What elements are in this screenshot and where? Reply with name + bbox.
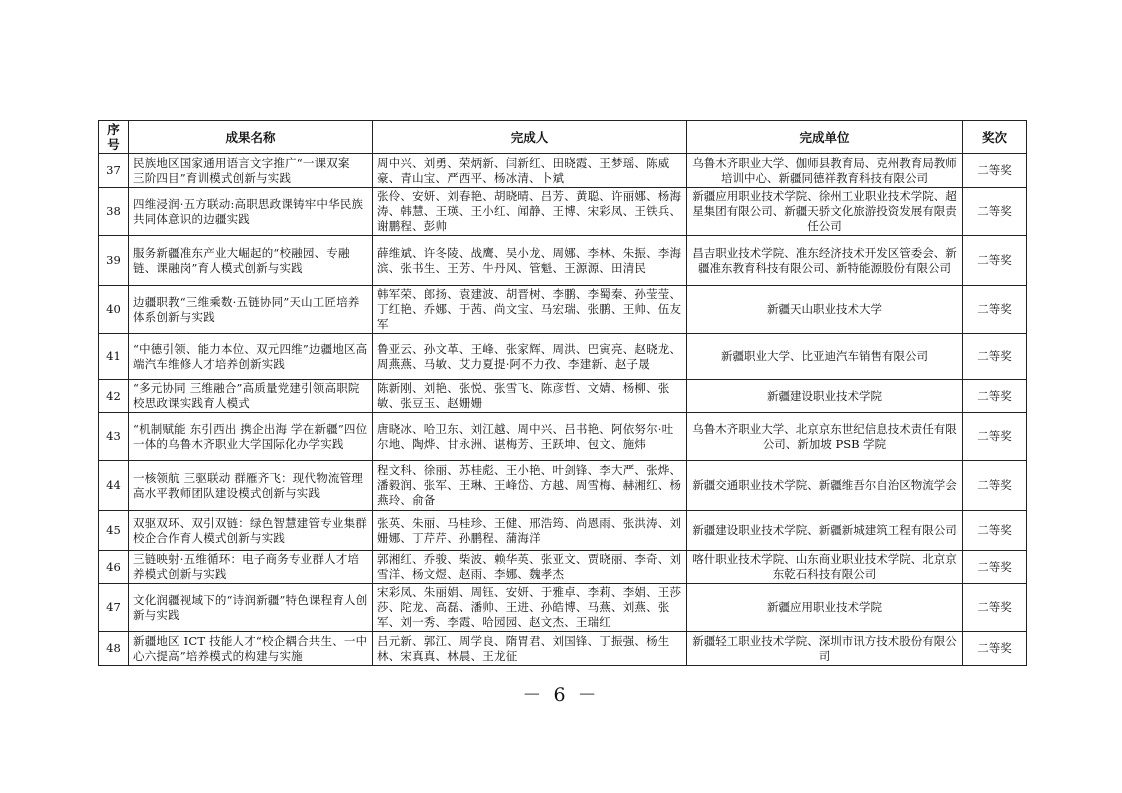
- award-level-cell: 二等奖: [963, 334, 1027, 380]
- table-row: [99, 188, 1027, 236]
- row-number-cell: 46: [99, 551, 129, 584]
- contributors-cell: 唐晓冰、哈卫东、刘江越、周中兴、吕书艳、阿依努尔·吐尔地、陶烨、甘永洲、谌梅芳、王跃坤、包文、施炜: [373, 413, 687, 461]
- contributors-cell: 张伶、安妍、刘春艳、胡晓晴、吕芳、黄聪、许丽娜、杨海涛、韩慧、王瑛、王小红、闻静、王博、宋彩凤、王铁兵、谢鹏程、彭帅: [373, 188, 687, 236]
- achievement-name-cell: 双驱双环、双引双链：绿色智慧建管专业集群校企合作育人模式创新与实践: [129, 511, 373, 551]
- award-level-cell: 二等奖: [963, 188, 1027, 236]
- achievement-name-cell: 服务新疆准东产业大崛起的“校融园、专融链、课融岗”育人模式创新与实践: [129, 236, 373, 286]
- award-level-cell: 二等奖: [963, 413, 1027, 461]
- table-row: [99, 380, 1027, 413]
- organizations-cell: 新疆轻工职业技术学院、深圳市讯方技术股份有限公司: [687, 632, 963, 666]
- achievement-name-cell: “中德引领、能力本位、双元四维”边疆地区高端汽车维修人才培养创新实践: [129, 334, 373, 380]
- achievement-name-cell: “多元协同 三维融合”高质量党建引领高职院校思政课实践育人模式: [129, 380, 373, 413]
- table-row: [99, 413, 1027, 461]
- table-row: [99, 511, 1027, 551]
- table-row: [99, 286, 1027, 334]
- award-level-cell: 二等奖: [963, 154, 1027, 188]
- row-number-cell: 48: [99, 632, 129, 666]
- table-header-row: [99, 121, 1027, 154]
- table-row: [99, 334, 1027, 380]
- row-number-cell: 37: [99, 154, 129, 188]
- contributors-cell: 张英、朱丽、马桂珍、王健、邢浩筠、尚恩雨、张洪涛、刘姗娜、丁芹芹、孙鹏程、蒲海洋: [373, 511, 687, 551]
- table-row: [99, 461, 1027, 511]
- award-level-cell: 二等奖: [963, 380, 1027, 413]
- organizations-cell: 昌吉职业技术学院、准东经济技术开发区管委会、新疆准东教育科技有限公司、新特能源股份有限公司: [687, 236, 963, 286]
- award-level-cell: 二等奖: [963, 551, 1027, 584]
- achievement-name-cell: 文化润疆视域下的“诗润新疆”特色课程育人创新与实践: [129, 584, 373, 632]
- page-number: － 6 －: [522, 684, 600, 706]
- organizations-cell: 新疆应用职业技术学院: [687, 584, 963, 632]
- row-number-cell: 38: [99, 188, 129, 236]
- row-number-cell: 42: [99, 380, 129, 413]
- contributors-cell: 韩军荣、郎扬、袁建波、胡晋树、李鹏、李蜀秦、孙莹莹、丁红艳、乔娜、于茜、尚文宝、马宏瑞、张鹏、王帅、伍友军: [373, 286, 687, 334]
- organizations-cell: 新疆天山职业技术大学: [687, 286, 963, 334]
- organizations-cell: 新疆应用职业技术学院、徐州工业职业技术学院、超星集团有限公司、新疆天骄文化旅游投资发展有限责任公司: [687, 188, 963, 236]
- table-row: [99, 154, 1027, 188]
- header-award: 奖次: [963, 121, 1027, 154]
- achievement-name-cell: “机制赋能 东引西出 携企出海 学在新疆”四位一体的乌鲁木齐职业大学国际化办学实践: [129, 413, 373, 461]
- contributors-cell: 薛维斌、许冬陵、战鹰、吴小龙、周娜、李林、朱振、李海滨、张书生、王芳、牛丹风、管魁、王源源、田清民: [373, 236, 687, 286]
- row-number-cell: 40: [99, 286, 129, 334]
- award-level-cell: 二等奖: [963, 584, 1027, 632]
- award-level-cell: 二等奖: [963, 632, 1027, 666]
- achievement-name-cell: 民族地区国家通用语言文字推广“一课双案 三阶四目”育训模式创新与实践: [129, 154, 373, 188]
- row-number-cell: 47: [99, 584, 129, 632]
- achievement-name-cell: 新疆地区 ICT 技能人才“校企耦合共生、一中心六提高”培养模式的构建与实施: [129, 632, 373, 666]
- award-level-cell: 二等奖: [963, 511, 1027, 551]
- organizations-cell: 喀什职业技术学院、山东商业职业技术学院、北京京东乾石科技有限公司: [687, 551, 963, 584]
- achievement-name-cell: 四维浸润·五方联动:高职思政课铸牢中华民族共同体意识的边疆实践: [129, 188, 373, 236]
- row-number-cell: 44: [99, 461, 129, 511]
- table-row: [99, 236, 1027, 286]
- organizations-cell: 乌鲁木齐职业大学、北京京东世纪信息技术责任有限公司、新加坡 PSB 学院: [687, 413, 963, 461]
- contributors-cell: 郭湘红、乔骏、柴波、赖华英、张亚文、贾晓丽、李奇、刘雪洋、杨文煜、赵雨、李娜、魏孝杰: [373, 551, 687, 584]
- contributors-cell: 陈新刚、刘艳、张悦、张雪飞、陈彦哲、文婧、杨柳、张敏、张豆玉、赵姗姗: [373, 380, 687, 413]
- contributors-cell: 鲁亚云、孙文革、王峰、张家辉、周洪、巴寅亮、赵晓龙、周燕燕、马敏、艾力夏提·阿不力孜、李建新、赵子晟: [373, 334, 687, 380]
- table-row: [99, 584, 1027, 632]
- header-unit: 完成单位: [687, 121, 963, 154]
- organizations-cell: 新疆建设职业技术学院: [687, 380, 963, 413]
- awards-table: [98, 120, 1027, 666]
- header-name: 成果名称: [129, 121, 373, 154]
- row-number-cell: 43: [99, 413, 129, 461]
- header-people: 完成人: [373, 121, 687, 154]
- contributors-cell: 程文科、徐丽、苏桂彪、王小艳、叶剑锋、李大严、张烨、潘毅润、张军、王琳、王峰岱、方越、周雪梅、赫湘红、杨燕玲、俞备: [373, 461, 687, 511]
- contributors-cell: 宋彩凤、朱丽娟、周钰、安妍、于雅卓、李莉、李娟、王莎莎、陀龙、高磊、潘帅、王进、孙皓博、马燕、刘燕、张军、刘一秀、李霞、哈园园、赵文杰、王瑞红: [373, 584, 687, 632]
- organizations-cell: 乌鲁木齐职业大学、伽师县教育局、克州教育局教师培训中心、新疆同德祥教育科技有限公司: [687, 154, 963, 188]
- organizations-cell: 新疆交通职业技术学院、新疆维吾尔自治区物流学会: [687, 461, 963, 511]
- table-row: [99, 632, 1027, 666]
- achievement-name-cell: 三链映射·五维循环：电子商务专业群人才培养模式创新与实践: [129, 551, 373, 584]
- achievement-name-cell: 一核领航 三驱联动 群雁齐飞：现代物流管理高水平教师团队建设模式创新与实践: [129, 461, 373, 511]
- achievement-name-cell: 边疆职教“三维乘数·五链协同”天山工匠培养体系创新与实践: [129, 286, 373, 334]
- row-number-cell: 45: [99, 511, 129, 551]
- contributors-cell: 周中兴、刘勇、荣炳新、闫新红、田晓霞、王梦瑶、陈威豪、青山宝、严西平、杨冰清、卜斌: [373, 154, 687, 188]
- contributors-cell: 吕元新、郭江、周学良、隋胃君、刘国锋、丁振强、杨生林、宋真真、林晨、王龙征: [373, 632, 687, 666]
- organizations-cell: 新疆建设职业技术学院、新疆新城建筑工程有限公司: [687, 511, 963, 551]
- award-level-cell: 二等奖: [963, 286, 1027, 334]
- row-number-cell: 41: [99, 334, 129, 380]
- row-number-cell: 39: [99, 236, 129, 286]
- organizations-cell: 新疆职业大学、比亚迪汽车销售有限公司: [687, 334, 963, 380]
- table-row: [99, 551, 1027, 584]
- award-level-cell: 二等奖: [963, 236, 1027, 286]
- award-level-cell: 二等奖: [963, 461, 1027, 511]
- header-num: 序号: [99, 121, 129, 154]
